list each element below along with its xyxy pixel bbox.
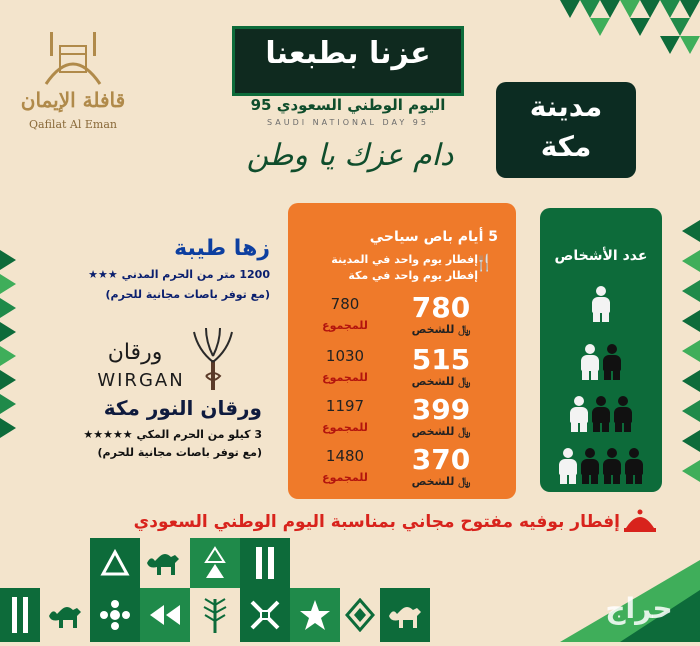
total-label: للمجموع bbox=[322, 319, 368, 332]
per-person-label: ﷼ للشخص bbox=[411, 375, 471, 388]
triangle-pattern-right bbox=[660, 220, 700, 520]
wirgan-name-en: WIRGAN bbox=[97, 370, 185, 391]
total-price: 1030 bbox=[325, 347, 365, 365]
price-box bbox=[288, 203, 516, 499]
tile-diamond bbox=[340, 588, 380, 642]
wirgan-name-ar: ورقان bbox=[107, 340, 163, 365]
person-icon bbox=[570, 396, 588, 432]
tile-camel-3 bbox=[380, 588, 430, 642]
brand-name-ar: قافلة الإيمان bbox=[20, 88, 126, 112]
triangle-pattern bbox=[560, 0, 700, 60]
national-day-ar: اليوم الوطني السعودي 95 bbox=[250, 96, 446, 114]
tile-stripes-left bbox=[0, 588, 40, 642]
person-icon bbox=[581, 448, 599, 484]
per-person-label: ﷼ للشخص bbox=[411, 475, 471, 488]
person-icon bbox=[592, 286, 610, 322]
triangle-pattern-left bbox=[0, 250, 40, 470]
total-label: للمجموع bbox=[322, 421, 368, 434]
per-person-price: 780 bbox=[411, 291, 471, 324]
meal-line2: إفطار يوم واحد في مكة bbox=[348, 269, 478, 282]
total-label: للمجموع bbox=[322, 371, 368, 384]
person-icon bbox=[581, 344, 599, 380]
tile-camel-2 bbox=[40, 588, 90, 642]
brand-name-en: Qafilat Al Eman bbox=[29, 118, 117, 131]
watermark: حراج bbox=[605, 592, 673, 625]
hotel1-bus-note: (مع توفر باصات مجانية للحرم) bbox=[105, 288, 270, 301]
person-icon bbox=[614, 396, 632, 432]
person-icon bbox=[603, 344, 621, 380]
person-icon bbox=[625, 448, 643, 484]
package-title: 5 أيام باص سياحي bbox=[369, 229, 498, 245]
national-day-en: SAUDI NATIONAL DAY 95 bbox=[267, 118, 429, 127]
person-icon bbox=[603, 448, 621, 484]
price-row bbox=[288, 393, 516, 443]
price-row bbox=[288, 343, 516, 393]
tile-triangle bbox=[90, 538, 140, 588]
tile-flower bbox=[90, 588, 140, 642]
hotel1-distance: 1200 متر من الحرم المدني ★★★ bbox=[88, 268, 270, 281]
meal-line1: إفطار يوم واحد في المدينة bbox=[331, 253, 478, 266]
total-price: 780 bbox=[330, 295, 360, 313]
city-line2: مكة bbox=[540, 130, 592, 163]
people-row-4 bbox=[540, 448, 662, 484]
per-person-price: 399 bbox=[411, 393, 471, 426]
hotel2-name: ورقان النور مكة bbox=[103, 396, 262, 420]
people-row-1 bbox=[540, 286, 662, 322]
cloche-icon bbox=[622, 506, 658, 536]
total-label: للمجموع bbox=[322, 471, 368, 484]
person-icon bbox=[559, 448, 577, 484]
per-person-label: ﷼ للشخص bbox=[411, 323, 471, 336]
calligraphy-text: دام عزك يا وطن bbox=[246, 138, 454, 173]
price-row bbox=[288, 443, 516, 493]
tile-triangles bbox=[190, 538, 240, 588]
total-price: 1480 bbox=[325, 447, 365, 465]
people-row-3 bbox=[540, 396, 662, 432]
people-title: عدد الأشخاص bbox=[554, 248, 648, 264]
tile-arrows bbox=[140, 588, 190, 642]
iftar-text: إفطار بوفيه مفتوح مجاني بمناسبة اليوم الوطني السعودي bbox=[133, 512, 620, 532]
price-row bbox=[288, 291, 516, 341]
kaaba-logo-icon bbox=[40, 24, 106, 88]
person-icon bbox=[592, 396, 610, 432]
total-price: 1197 bbox=[325, 397, 365, 415]
badge-title: عزنا بطبعنا bbox=[265, 36, 431, 71]
tile-palm bbox=[190, 588, 240, 642]
people-column bbox=[540, 208, 662, 492]
people-row-2 bbox=[540, 344, 662, 380]
tile-pillars bbox=[240, 538, 290, 588]
fork-knife-icon: 🍴 bbox=[474, 253, 494, 272]
tile-star bbox=[290, 588, 340, 642]
hotel1-name: زها طيبة bbox=[174, 236, 270, 261]
per-person-price: 515 bbox=[411, 343, 471, 376]
tile-x bbox=[240, 588, 290, 642]
city-line1: مدينة bbox=[529, 90, 603, 123]
per-person-label: ﷼ للشخص bbox=[411, 425, 471, 438]
per-person-price: 370 bbox=[411, 443, 471, 476]
tile-camel bbox=[140, 538, 190, 588]
city-box bbox=[496, 82, 636, 178]
hotel2-distance: 3 كيلو من الحرم المكي ★★★★★ bbox=[83, 428, 262, 441]
hotel2-bus-note: (مع توفر باصات مجانية للحرم) bbox=[97, 446, 262, 459]
